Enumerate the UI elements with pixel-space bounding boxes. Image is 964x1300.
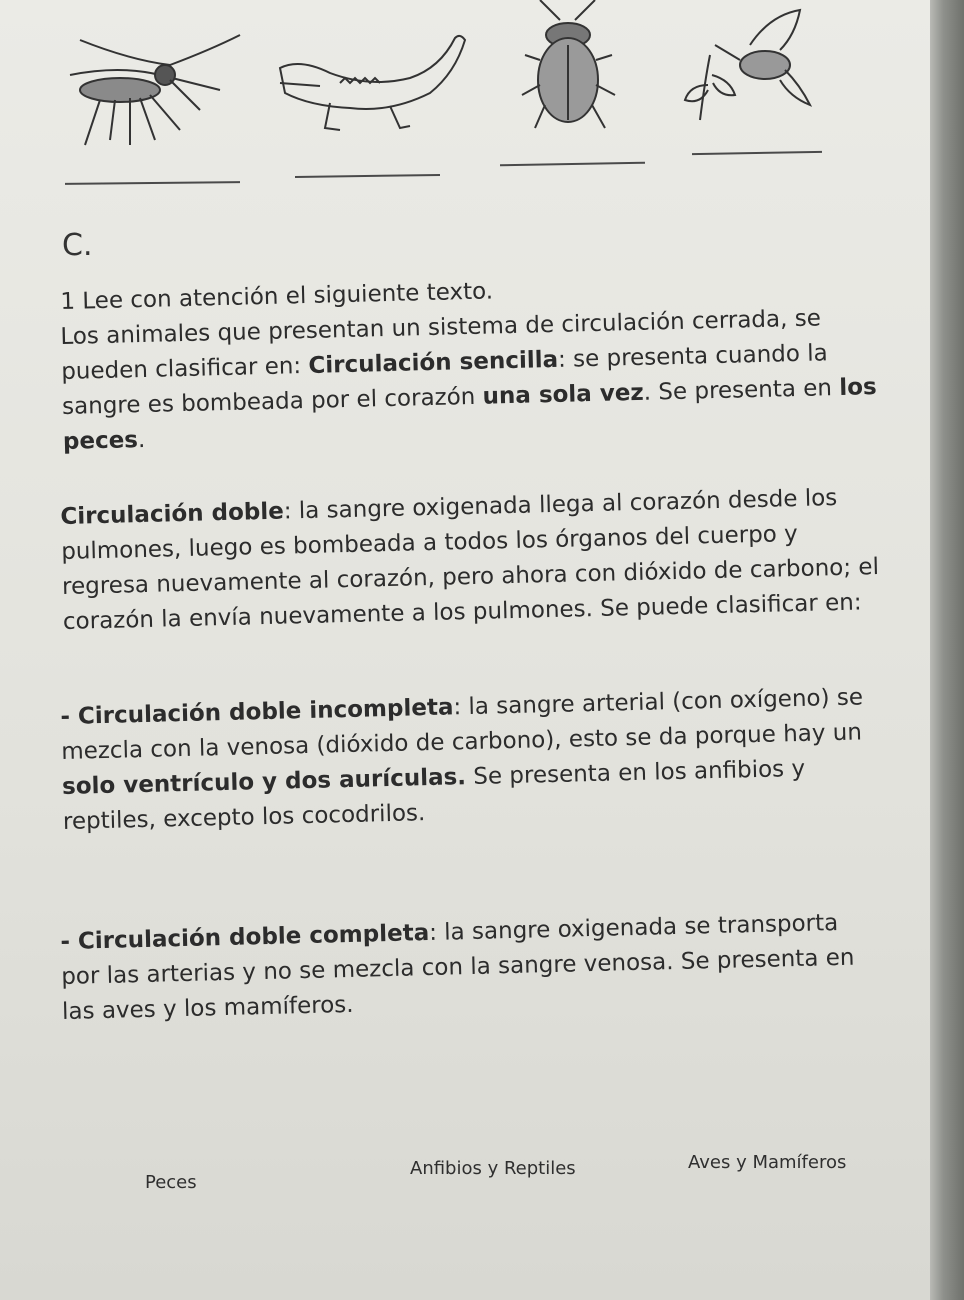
answer-blank-4[interactable] — [692, 151, 822, 155]
hummingbird-icon — [680, 5, 830, 130]
answer-blank-2[interactable] — [295, 174, 440, 178]
crocodile-icon — [270, 28, 470, 138]
label-anfibios-reptiles: Anfibios y Reptiles — [410, 1158, 576, 1179]
instruction-text: 1 Lee con atención el siguiente texto. — [60, 278, 494, 315]
paragraph-doble: Circulación doble: la sangre oxigenada llega al corazón desde los pulmones, luego es bombeada a todos los órganos del cuerpo y regresa nuevamente al corazón, pero ahora con dióxido de carbono; el corazón la envía nuevamente a los pulmones. Se puede clasificar en: — [60, 485, 880, 635]
mosquito-icon — [60, 20, 250, 150]
answer-blank-3[interactable] — [500, 162, 645, 167]
page-shadow — [930, 0, 964, 1300]
paragraph-sencilla: Los animales que presentan un sistema de circulación cerrada, se pueden clasificar en: Circulación sencilla: se presenta cuando la sangre es bombeada por el corazón una sola vez. Se presenta en los peces. — [60, 305, 877, 455]
answer-blank-1[interactable] — [65, 181, 240, 185]
section-letter: C. — [62, 228, 93, 263]
paragraph-doble-completa: - Circulación doble completa: la sangre oxigenada se transporta por las arterias y no se mezcla con la sangre venosa. Se presenta en las aves y los mamíferos. — [60, 909, 855, 1025]
paragraph-doble-incompleta: - Circulación doble incompleta: la sangre arterial (con oxígeno) se mezcla con la venosa (dióxido de carbono), esto se da porque hay un solo ventrículo y dos aurículas. Se presenta en los anfibios y reptiles, excepto los cocodrilos. — [60, 684, 864, 835]
label-peces: Peces — [145, 1172, 197, 1193]
cockroach-icon — [520, 0, 620, 135]
label-aves-mamiferos: Aves y Mamíferos — [688, 1152, 847, 1173]
